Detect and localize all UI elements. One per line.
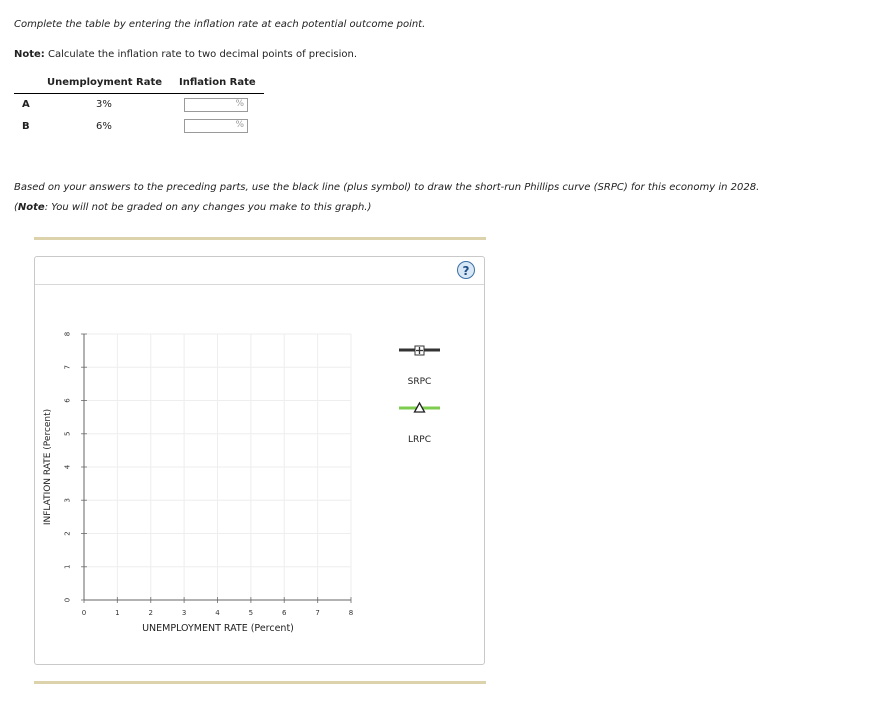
y-tick-label: 8: [63, 331, 72, 337]
y-tick-label: 0: [63, 597, 72, 603]
paren-open: (: [14, 202, 18, 213]
percent-sign: %: [235, 120, 244, 130]
x-tick-label: 7: [315, 609, 320, 617]
row-a-unemployment: 3%: [96, 99, 112, 110]
y-tick-label: 5: [63, 431, 72, 436]
graph-note-label: Note: [17, 202, 45, 213]
row-b-unemployment: 6%: [96, 121, 112, 132]
srpc-tool[interactable]: [399, 346, 440, 387]
note-label: Note:: [14, 49, 45, 60]
y-tick-label: 6: [63, 398, 72, 403]
x-tick-label: 2: [148, 609, 153, 617]
note-text: Calculate the inflation rate to two decimal points of precision.: [48, 49, 358, 60]
row-label-a: A: [22, 99, 30, 110]
x-tick-label: 4: [215, 609, 220, 617]
y-tick-label: 3: [63, 498, 72, 503]
percent-sign: %: [235, 99, 244, 109]
lrpc-tool[interactable]: [399, 403, 440, 445]
x-tick-labels: [82, 609, 353, 617]
plus-icon: [415, 346, 424, 355]
srpc-label: SRPC: [407, 377, 432, 387]
x-tick-label: 3: [181, 609, 187, 617]
y-tick-label: 1: [63, 564, 72, 569]
y-axis-label: INFLATION RATE (Percent): [43, 408, 53, 526]
chart-grid: [84, 334, 351, 600]
table-instructions: Complete the table by entering the inflation rate at each potential outcome point.: [14, 19, 426, 30]
header-unemployment-rate: Unemployment Rate: [47, 77, 163, 88]
y-tick-label: 4: [63, 464, 72, 470]
help-icon[interactable]: ?: [457, 261, 475, 279]
y-tick-label: 7: [63, 365, 72, 370]
chart-axes: [81, 334, 351, 603]
y-tick-label: 2: [63, 531, 72, 536]
x-tick-label: 1: [115, 609, 120, 617]
lrpc-label: LRPC: [408, 435, 431, 445]
graph-note-text: : You will not be graded on any changes you make to this graph.): [44, 202, 372, 213]
y-tick-labels: [64, 332, 72, 602]
row-label-b: B: [22, 121, 30, 132]
x-tick-label: 8: [348, 609, 354, 617]
x-tick-label: 0: [81, 609, 87, 617]
x-axis-label: UNEMPLOYMENT RATE (Percent): [142, 623, 294, 634]
x-tick-label: 6: [282, 609, 287, 617]
graph-instructions: Based on your answers to the preceding parts, use the black line (plus symbol) to draw the short-run Phillips curve (SRPC) for this economy in 2028.: [14, 182, 760, 193]
header-inflation-rate: Inflation Rate: [179, 77, 256, 88]
x-tick-label: 5: [248, 609, 254, 617]
bottom-divider: [34, 681, 486, 684]
